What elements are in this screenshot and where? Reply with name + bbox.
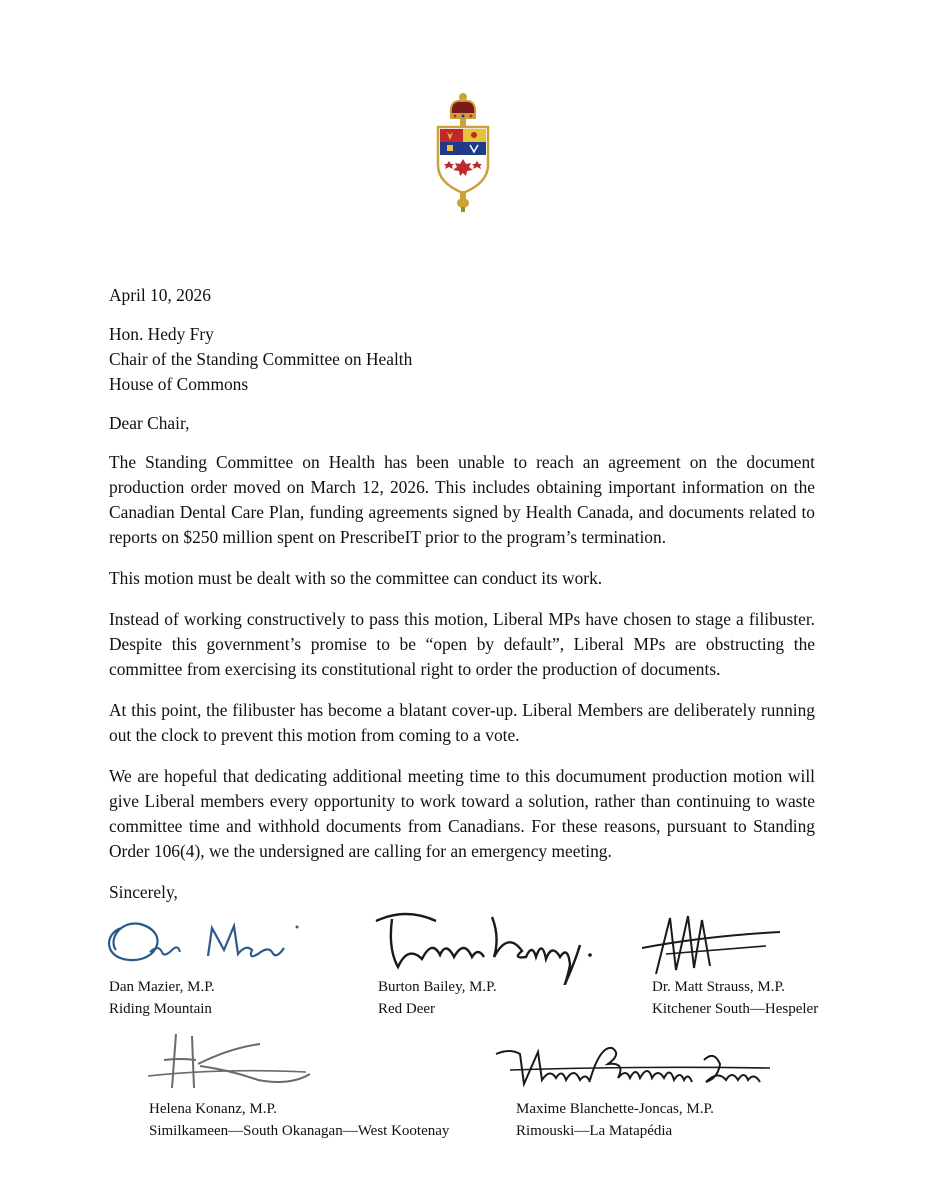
signatory-riding: Red Deer: [378, 1001, 436, 1017]
letter-date: April 10, 2026: [109, 285, 211, 305]
recipient-address: [109, 322, 815, 397]
signatory-riding: Rimouski—La Matapédia: [516, 1123, 673, 1139]
signature-matt-strauss: [636, 912, 786, 982]
signature-burton-bailey: [372, 905, 602, 985]
signatory-name: Dr. Matt Strauss, M.P.: [652, 979, 785, 995]
signatory-name: Helena Konanz, M.P.: [149, 1101, 277, 1117]
signature-dan-mazier: [100, 910, 315, 972]
paragraph: This motion must be dealt with so the committee can conduct its work.: [109, 568, 603, 588]
closing: Sincerely,: [109, 882, 178, 902]
recipient-org: House of Commons: [109, 374, 249, 394]
signatory-block: [149, 1098, 449, 1142]
paragraph: At this point, the filibuster has become a blatant cover-up. Liberal Members are deliberately running out the clock to prevent this motion from coming to a vote.: [109, 700, 815, 745]
crown-icon: [450, 93, 476, 119]
paragraph: We are hopeful that dedicating additional meeting time to this documument production motion will give Liberal members every opportunity to work toward a solution, rather than continuing to waste committee time and withhold documents from Canadians. For these reasons, pursuant to Standing Order 106(4), we the undersigned are calling for an emergency meeting.: [109, 766, 815, 861]
paragraph: Instead of working constructively to pass this motion, Liberal MPs have chosen to stage a filibuster. Despite this government’s promise to be “open by default”, Liberal MPs are obstructing the committee from exercising its constitutional right to order the production of documents.: [109, 609, 815, 679]
salutation: Dear Chair,: [109, 413, 190, 433]
signatory-block: [516, 1098, 714, 1142]
recipient-title: Chair of the Standing Committee on Health: [109, 349, 413, 369]
coat-of-arms-shield-icon: [438, 127, 488, 193]
paragraph: The Standing Committee on Health has been unable to reach an agreement on the document production order moved on March 12, 2026. This includes obtaining important information on the Canadian Dental Care Plan, funding agreements signed by Health Canada, and documents related to reports on $250 million spent on PrescribeIT prior to the program’s termination.: [109, 452, 815, 547]
signature-helena-konanz: [140, 1030, 315, 1092]
signatory-name: Burton Bailey, M.P.: [378, 979, 497, 995]
signatory-block: [378, 976, 497, 1020]
signatory-block: [652, 976, 818, 1020]
signatory-name: Dan Mazier, M.P.: [109, 979, 215, 995]
letter-body: [109, 283, 815, 905]
signatory-riding: Similkameen—South Okanagan—West Kootenay: [149, 1123, 450, 1139]
signatory-riding: Kitchener South—Hespeler: [652, 1001, 819, 1017]
signatory-block: [109, 976, 215, 1020]
signatory-riding: Riding Mountain: [109, 1001, 212, 1017]
signatory-name: Maxime Blanchette-Joncas, M.P.: [516, 1101, 714, 1117]
recipient-name: Hon. Hedy Fry: [109, 324, 214, 344]
signature-maxime-blanchette-joncas: [490, 1040, 775, 1092]
house-of-commons-crest-icon: [425, 85, 501, 213]
